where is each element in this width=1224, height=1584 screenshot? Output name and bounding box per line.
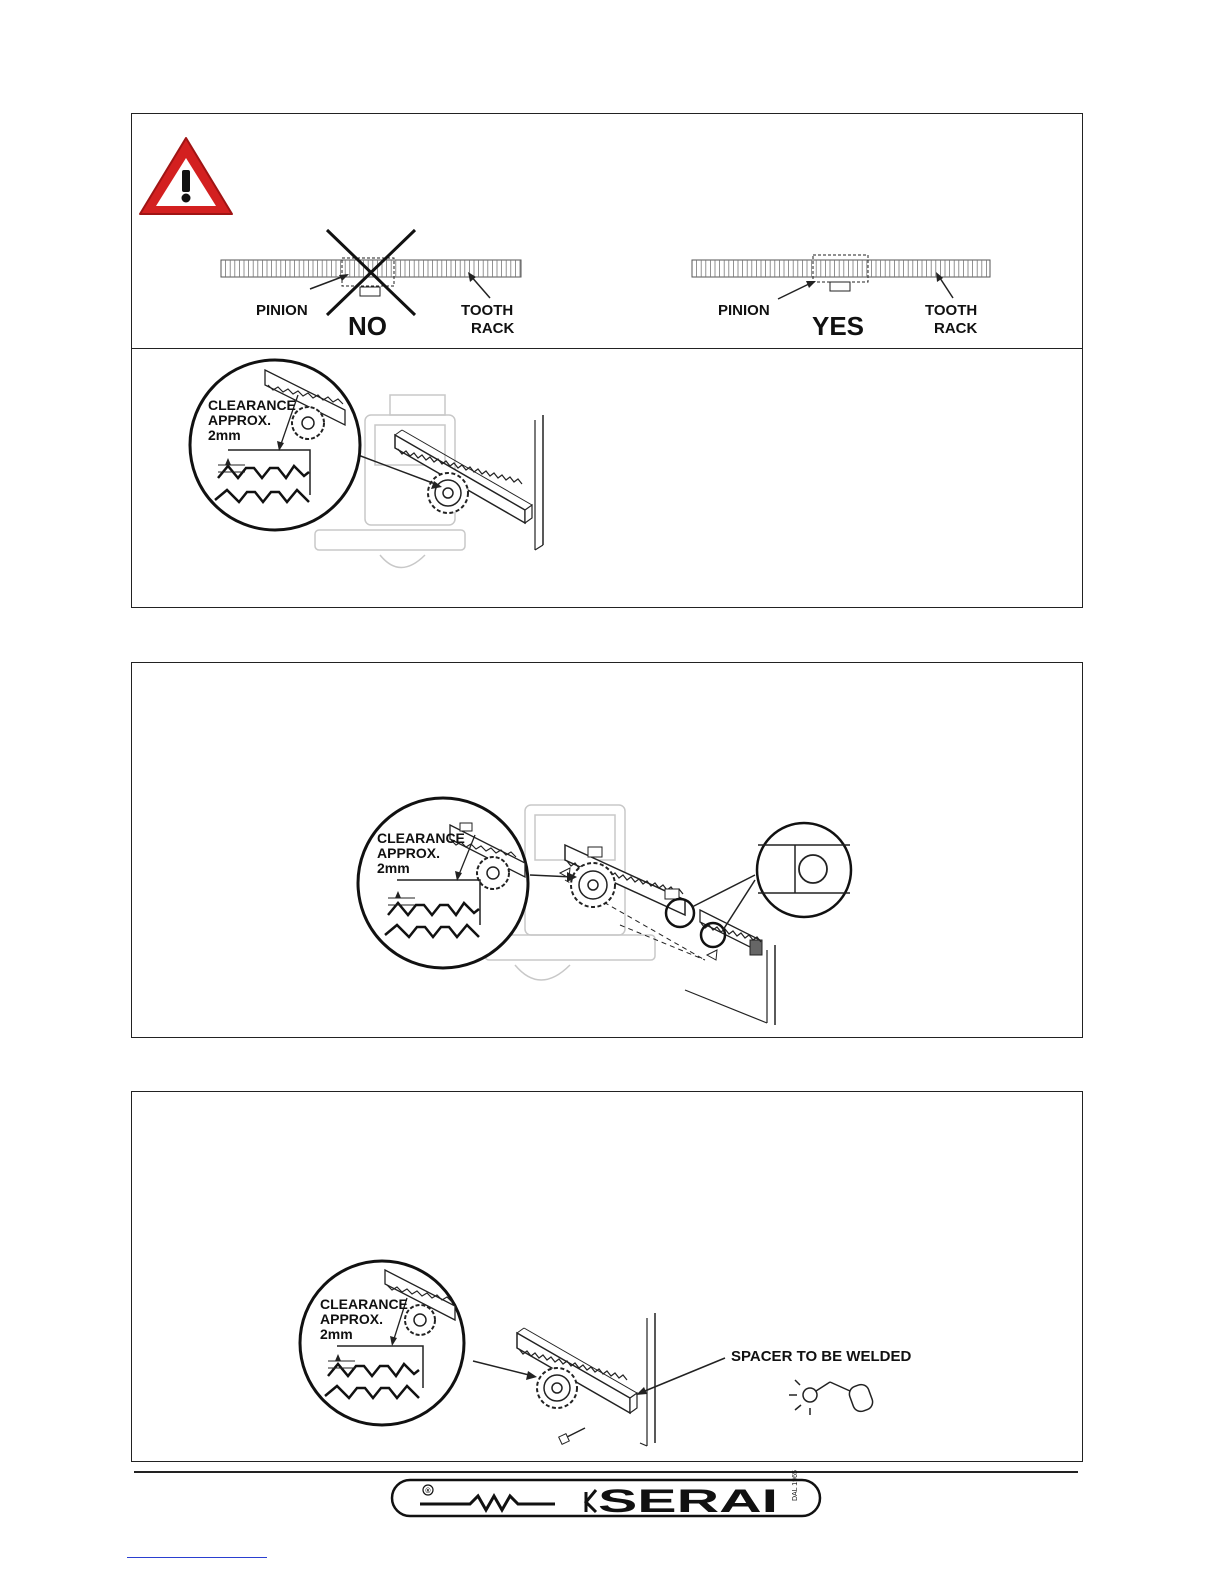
yes-rack-label-1: TOOTH [925, 302, 978, 319]
clearance-label-1c: 2mm [208, 427, 241, 443]
clearance-figure-3 [295, 1258, 915, 1458]
yes-verdict: YES [812, 311, 865, 341]
welding-torch-icon [789, 1380, 875, 1415]
spacer-label: SPACER TO BE WELDED [731, 1348, 912, 1365]
registered-mark: ® [425, 1488, 431, 1495]
panel-divider [132, 348, 1082, 349]
yes-pinion-label: PINION [718, 302, 770, 319]
yes-rack-label-2: RACK [934, 320, 978, 337]
brand-since: DAL 1965 [792, 1470, 799, 1501]
clearance-label-1a: CLEARANCE [208, 397, 296, 413]
clearance-label-3c: 2mm [320, 1326, 353, 1342]
clearance-label-2c: 2mm [377, 860, 410, 876]
page-link-underline [127, 1557, 267, 1558]
no-pinion-label: PINION [256, 302, 308, 319]
clearance-label-2b: APPROX. [377, 845, 441, 861]
serai-logo [390, 1470, 822, 1519]
clearance-label-3b: APPROX. [320, 1311, 384, 1327]
clearance-label-3a: CLEARANCE [320, 1296, 408, 1312]
clearance-label-2a: CLEARANCE [377, 830, 465, 846]
no-diagram [215, 225, 535, 345]
no-rack-label-1: TOOTH [461, 302, 514, 319]
brand-name: SERAI [598, 1483, 778, 1519]
tooth-rack-yes [692, 260, 990, 277]
no-rack-label-2: RACK [471, 320, 515, 337]
footer-rule [134, 1471, 1078, 1473]
clearance-figure-1 [180, 355, 580, 595]
clearance-label-1b: APPROX. [208, 412, 272, 428]
yes-diagram [685, 225, 1005, 345]
warning-triangle-icon [136, 134, 236, 218]
clearance-figure-2 [355, 785, 875, 1030]
no-verdict: NO [348, 311, 387, 341]
